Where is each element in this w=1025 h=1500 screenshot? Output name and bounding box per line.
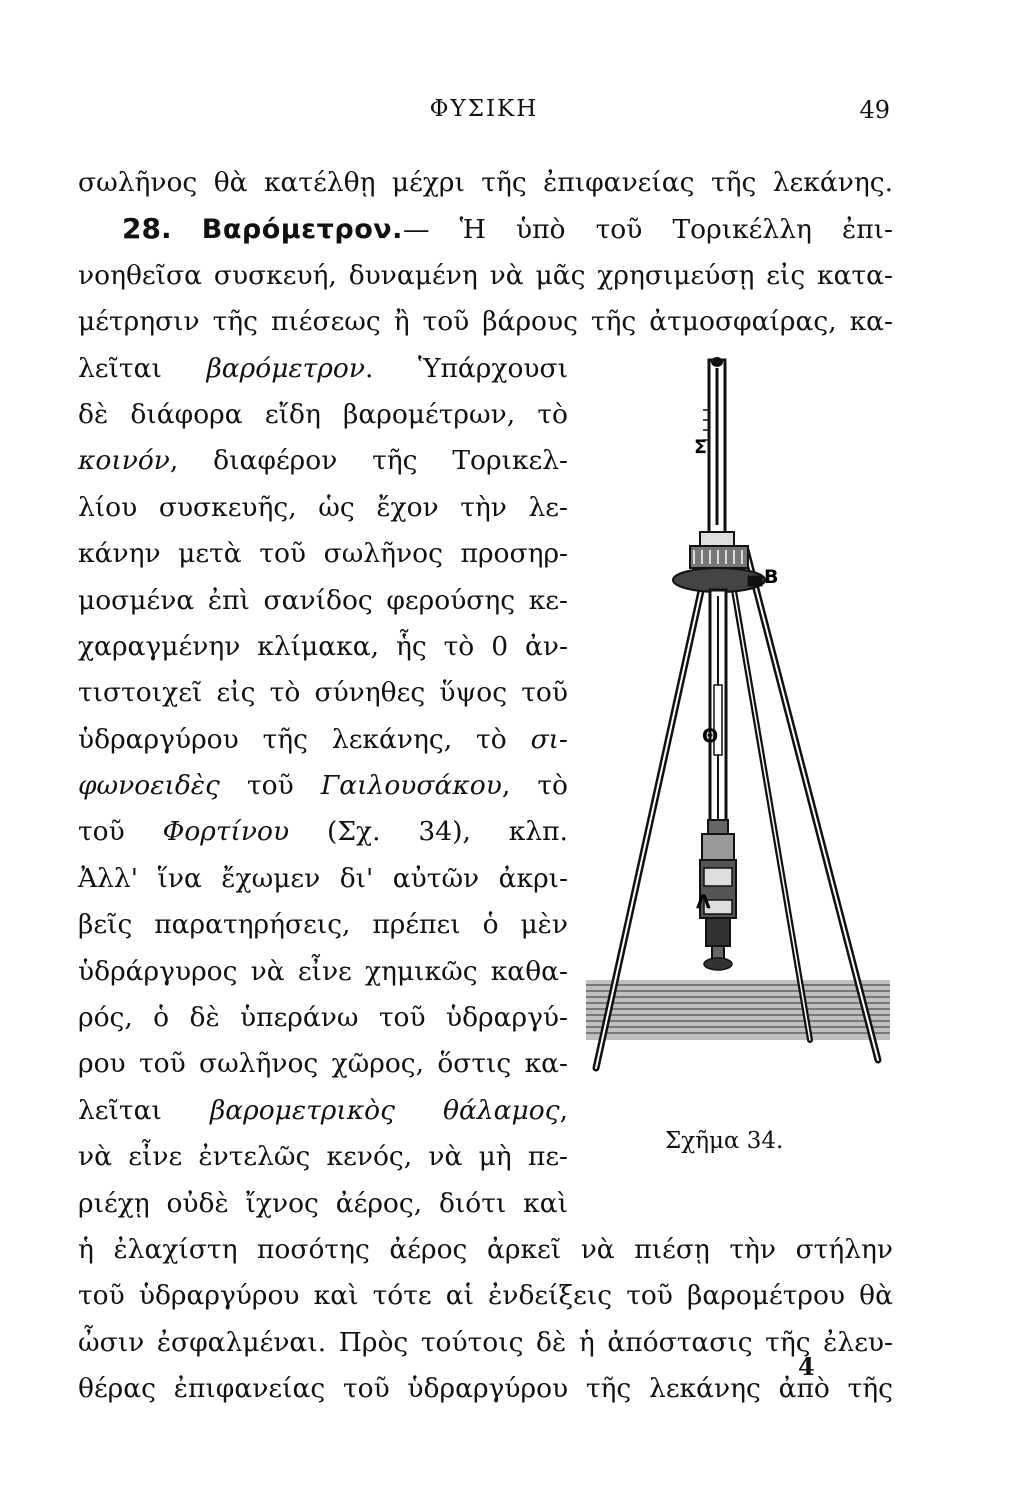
barometer-column <box>710 590 726 830</box>
figure-caption: Σχῆμα 34. <box>665 1128 784 1154</box>
barometer-figure <box>578 350 898 1150</box>
text-line: λίου συσκευῆς, ὡς ἔχον τὴν λε- <box>78 491 568 523</box>
text-line: σωλῆνος θὰ κατέλθῃ μέχρι τῆς ἐπιφανείας τῆς λεκάνης. <box>78 167 893 198</box>
term-barometer: βαρόμετρον <box>206 352 365 384</box>
term-common: κοινόν <box>78 445 170 477</box>
page-header <box>78 96 890 136</box>
text-run: λεῖται <box>78 352 207 384</box>
text-line: μέτρησιν τῆς πιέσεως ἢ τοῦ βάρους τῆς ἀτμοσφαίρας, κα- <box>78 306 893 338</box>
text-run: τοῦ <box>78 816 163 848</box>
term-barometric-chamber: βαρομετρικὸς θάλαμος <box>209 1094 560 1126</box>
text-line: νὰ εἶνε ἐντελῶς κενός, νὰ μὴ πε- <box>78 1141 568 1173</box>
text-run: , τὸ <box>501 770 568 802</box>
text-line: τιστοιχεῖ εἰς τὸ σύνηθες ὕψος τοῦ <box>78 677 568 709</box>
figure-label-lambda: Λ <box>696 891 711 913</box>
text-line: μοσμένα ἐπὶ σανίδος φερούσης κε- <box>78 584 568 616</box>
text-line <box>78 717 568 763</box>
text-line <box>78 346 568 392</box>
text-line: κάνην μετὰ τοῦ σωλῆνος προσηρ- <box>78 538 568 570</box>
term-gay-lussac: Γαιλουσάκου <box>320 770 502 802</box>
text-line <box>78 763 568 809</box>
term-siphon: σι- <box>530 723 568 755</box>
text-line: τοῦ ὑδραργύρου καὶ τότε αἱ ἐνδείξεις τοῦ βαρομέτρου θὰ <box>78 1280 893 1312</box>
text-line <box>78 809 568 855</box>
text-line: χαραγμένην κλίμακα, ἧς τὸ 0 ἀν- <box>78 630 568 662</box>
section-heading-line <box>78 206 893 252</box>
text-line: ὑδράργυρος νὰ εἶνε χημικῶς καθα- <box>78 955 568 987</box>
text-line: βεῖς παρατηρήσεις, πρέπει ὁ μὲν <box>78 909 568 941</box>
running-head: ΦΥΣΙΚΗ <box>429 96 539 122</box>
section-number: 28. <box>122 212 172 246</box>
text-run: ὑδραργύρου τῆς λεκάνης, τὸ <box>78 723 531 755</box>
fortin-barometer-illustration <box>578 350 898 1150</box>
term-fortin: Φορτίνου <box>162 816 290 848</box>
text-run: — Ἡ ὑπὸ τοῦ Τορικέλλη ἐπι- <box>402 214 893 246</box>
text-line: θέρας ἐπιφανείας τοῦ ὑδραργύρου τῆς λεκάνης ἀπὸ τῆς <box>78 1373 893 1405</box>
text-line: Ἀλλ' ἵνα ἔχωμεν δι' αὐτῶν ἀκρι- <box>78 862 568 894</box>
text-run: (Σχ. 34), κλπ. <box>289 816 568 848</box>
figure-label-beta: Β <box>764 566 779 588</box>
text-run: τοῦ <box>219 770 321 802</box>
text-line: ριέχῃ οὐδὲ ἴχνος ἀέρος, διότι καὶ <box>78 1187 568 1219</box>
text-line: δὲ διάφορα εἴδη βαρομέτρων, τὸ <box>78 398 568 430</box>
text-line: ὦσιν ἐσφαλμέναι. Πρὸς τούτοις δὲ ἡ ἀπόστασις τῆς ἐλευ- <box>78 1326 893 1358</box>
text-run: . Ὑπάρχουσι <box>364 352 568 384</box>
text-run: , <box>559 1094 568 1126</box>
text-line: ρου τοῦ σωλῆνος χῶρος, ὅστις κα- <box>78 1048 568 1080</box>
page-number: 49 <box>859 96 890 124</box>
signature-mark: 4 <box>798 1352 815 1381</box>
figure-label-theta: Θ <box>702 725 719 747</box>
text-run: , διαφέρον τῆς Τορικελ- <box>169 445 568 477</box>
text-line: ἡ ἐλαχίστη ποσότης ἀέρος ἀρκεῖ νὰ πιέσῃ τὴν στήλην <box>78 1233 893 1265</box>
text-run: λεῖται <box>78 1094 210 1126</box>
text-line: ρός, ὁ δὲ ὑπεράνω τοῦ ὑδραργύ- <box>78 1002 568 1034</box>
text-line <box>78 1088 568 1134</box>
section-title: Βαρόμετρον. <box>201 214 403 246</box>
floor-shading <box>586 980 890 1040</box>
term-siphon-cont: φωνοειδὲς <box>78 770 220 802</box>
text-line: νοηθεῖσα συσκευή, δυναμένη νὰ μᾶς χρησιμεύσῃ εἰς κατα- <box>78 259 893 291</box>
text-line <box>78 438 568 484</box>
figure-label-sigma: Σ <box>694 436 707 458</box>
